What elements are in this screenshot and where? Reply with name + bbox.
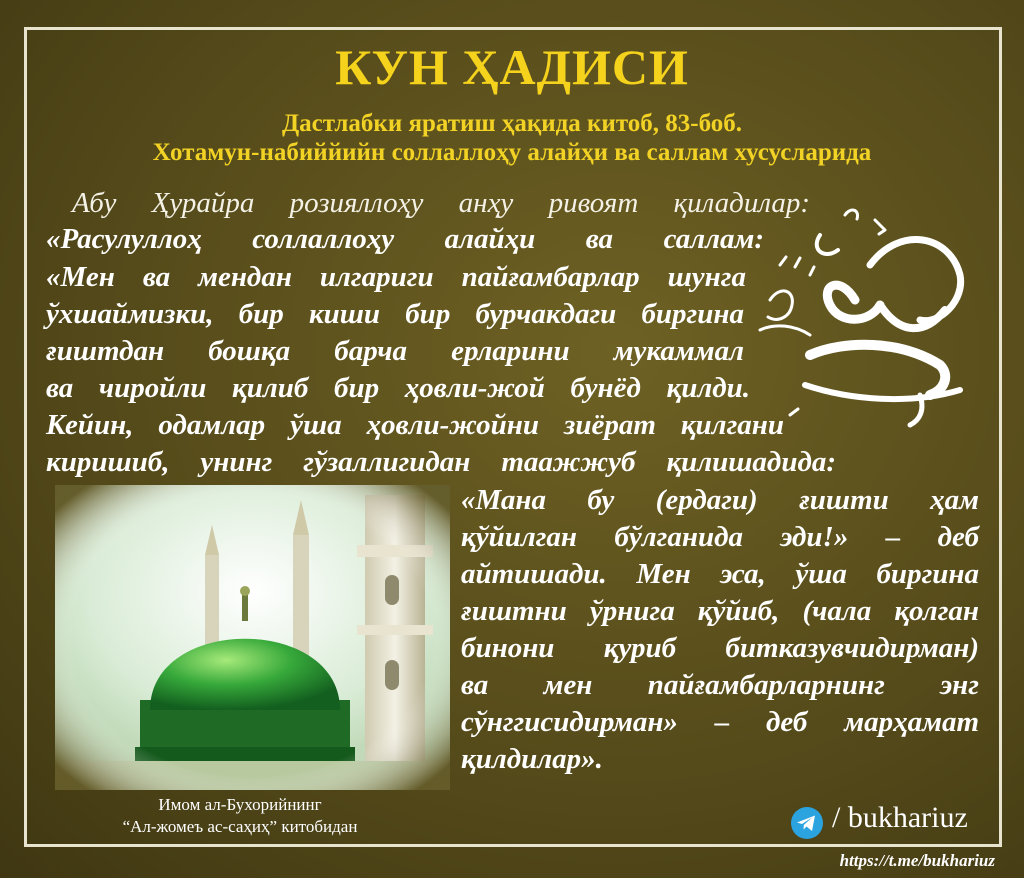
hadith-line: Абу Ҳурайра розияллоҳу анҳу ривоят қиладилар:	[72, 187, 810, 219]
hadith-line: ғиштдан бошқа барча ерларини мукаммал	[46, 335, 744, 367]
subtitle-line-2: Хотамун-набиййийн соллаллоҳу алайҳи ва саллам хусусларида	[152, 139, 872, 166]
hadith-line: ўхшаймизки, бир киши бир бурчакдаги биргина	[46, 298, 744, 330]
green-dome-photo	[55, 485, 450, 790]
hadith-right-line: ғиштни ўрнига қўйиб, (чала қолган	[461, 595, 979, 627]
hadith-line: «Мен ва мендан илгариги пайғамбарлар шунга	[46, 261, 746, 293]
hadith-line: ва чиройли қилиб бир ҳовли-жой бунёд қилди.	[46, 372, 750, 404]
hadith-right-line: қўйилган бўлганида эди!» – деб	[461, 521, 979, 553]
hadith-right-line: айтишади. Мен эса, ўша биргина	[461, 558, 979, 590]
hadith-line: Кейин, одамлар ўша ҳовли-жойни зиёрат қилгани	[46, 409, 784, 441]
subtitle-line-1: Дастлабки яратиш ҳақида китоб, 83-боб.	[281, 110, 743, 137]
source-caption-line-1: Имом ал-Бухорийнинг	[158, 795, 322, 814]
hadith-line: киришиб, унинг гўзаллигидан таажжуб қилишадида:	[46, 446, 836, 478]
telegram-handle[interactable]: / bukhariuz	[832, 801, 968, 834]
hadith-right-line: ва мен пайғамбарларнинг энг	[461, 669, 979, 701]
hadith-right-line: сўнггисидирман» – деб марҳамат	[461, 706, 979, 738]
hadith-right-line: бинони қуриб битказувчидирман)	[461, 632, 979, 664]
calligraphy-emblem	[750, 205, 980, 430]
hadith-line: «Расулуллоҳ соллаллоҳу алайҳи ва саллам:	[46, 223, 764, 255]
telegram-url[interactable]: https://t.me/bukhariuz	[839, 851, 995, 870]
page-title: КУН ҲАДИСИ	[335, 39, 689, 95]
source-caption-line-2: “Ал-жомеъ ас-саҳиҳ” китобидан	[122, 817, 358, 836]
hadith-right-line: қилдилар».	[461, 743, 603, 775]
telegram-icon[interactable]	[790, 806, 824, 840]
hadith-right-line: «Мана бу (ердаги) ғишти ҳам	[461, 484, 979, 516]
